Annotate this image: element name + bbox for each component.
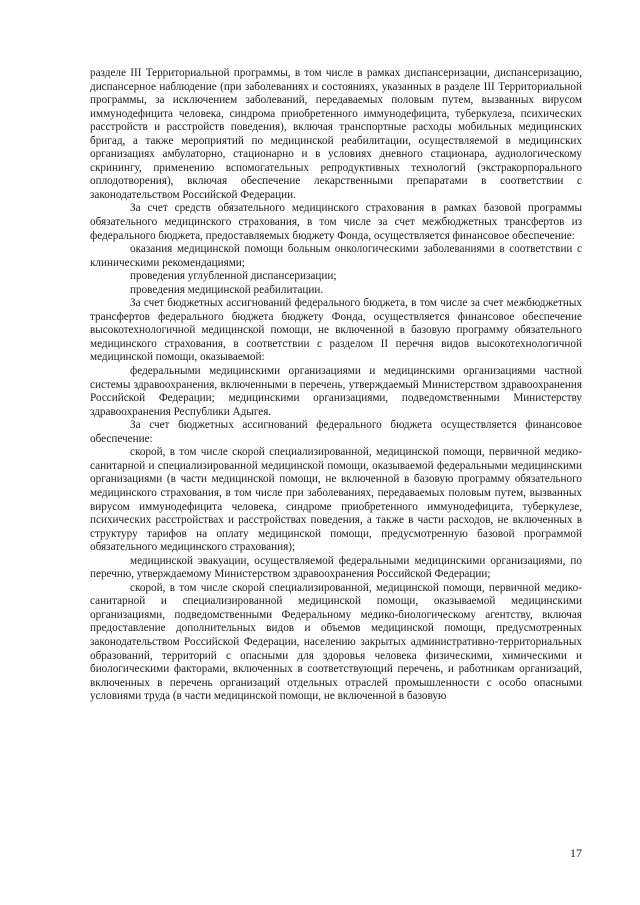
list-item: скорой, в том числе скорой специализированной, медицинской помощи, первичной медико-санитарной и специализированной медицинской помощи, оказываемой федеральными медицинскими организациями (в части медицинской помощи, не включенной в базовую программу обязательного медицинского страхования, в том числе при заболеваниях, передаваемых половым путем, вызванных вирусом иммунодефицита человека, синдроме приобретенного иммунодефицита, туберкулезе, психических расстройствах и расстройствах поведения, а также в части расходов, не включенных в структуру тарифов на оплату медицинской помощи, предусмотренную базовой программой обязательного медицинского страхования); bbox=[90, 446, 582, 554]
list-item: федеральными медицинскими организациями и медицинскими организациями частной системы здравоохранения, включенными в перечень, утверждаемый Министерством здравоохранения Российской Федерации; медицинскими организациями, подведомственными Министерству здравоохранения Республики Адыгея. bbox=[90, 365, 582, 418]
page-number: 17 bbox=[570, 846, 582, 860]
paragraph-continuation: разделе III Территориальной программы, в том числе в рамках диспансеризации, диспансеризацию, диспансерное наблюдение (при заболеваниях и состояниях, указанных в разделе III Территориальной программы, за исключением заболеваний, передаваемых половым путем, вызванных вирусом иммунодефицита человека, синдрома приобретенного иммунодефицита, туберкулеза, психических расстройств и расстройств поведения), включая транспортные расходы мобильных медицинских бригад, а также мероприятий по медицинской реабилитации, осуществляемой в медицинских организациях амбулаторно, стационарно и в условиях дневного стационара, аудиологическому скринингу, применению вспомогательных репродуктивных технологий (экстракорпорального оплодотворения), включая обеспечение лекарственными препаратами в соответствии с законодательством Российской Федерации. bbox=[90, 67, 582, 201]
paragraph: За счет бюджетных ассигнований федерального бюджета осуществляется финансовое обеспечение: bbox=[90, 419, 582, 445]
list-item: оказания медицинской помощи больным онкологическими заболеваниями в соответствии с клиническими рекомендациями; bbox=[90, 243, 582, 269]
list-item: медицинской эвакуации, осуществляемой федеральными медицинскими организациями, по перечню, утверждаемому Министерством здравоохранения Российской Федерации; bbox=[90, 554, 582, 581]
paragraph: За счет средств обязательного медицинского страхования в рамках базовой программы обязательного медицинского страхования, в том числе за счет межбюджетных трансфертов из федерального бюджета, предоставляемых бюджету Фонда, осуществляется финансовое обеспечение: bbox=[90, 202, 582, 242]
list-item: проведения медицинской реабилитации. bbox=[130, 283, 324, 296]
paragraph: За счет бюджетных ассигнований федерального бюджета, в том числе за счет межбюджетных трансфертов федерального бюджета бюджету Фонда, осуществляется финансовое обеспечение высокотехнологичной медицинской помощи, не включенной в базовую программу обязательного медицинского страхования, в соответствии с разделом II перечня видов высокотехнологичной медицинской помощи, оказываемой: bbox=[90, 297, 582, 364]
list-item: скорой, в том числе скорой специализированной, медицинской помощи, первичной медико-санитарной и специализированной медицинской помощи, оказываемой медицинскими организациями, подведомственными Федеральному медико-биологическому агентству, включая предоставление дополнительных видов и объемов медицинской помощи, предусмотренных законодательством Российской Федерации, населению закрытых административно-территориальных образований, территорий с опасными для здоровья человека физическими, химическими и биологическими факторами, включенных в соответствующий перечень, и работникам организаций, включенных в перечень организаций отдельных отраслей промышленности с особо опасными условиями труда (в части медицинской помощи, не включенной в базовую bbox=[90, 581, 582, 703]
body-text bbox=[90, 67, 582, 704]
list-item: проведения углубленной диспансеризации; bbox=[130, 270, 337, 283]
